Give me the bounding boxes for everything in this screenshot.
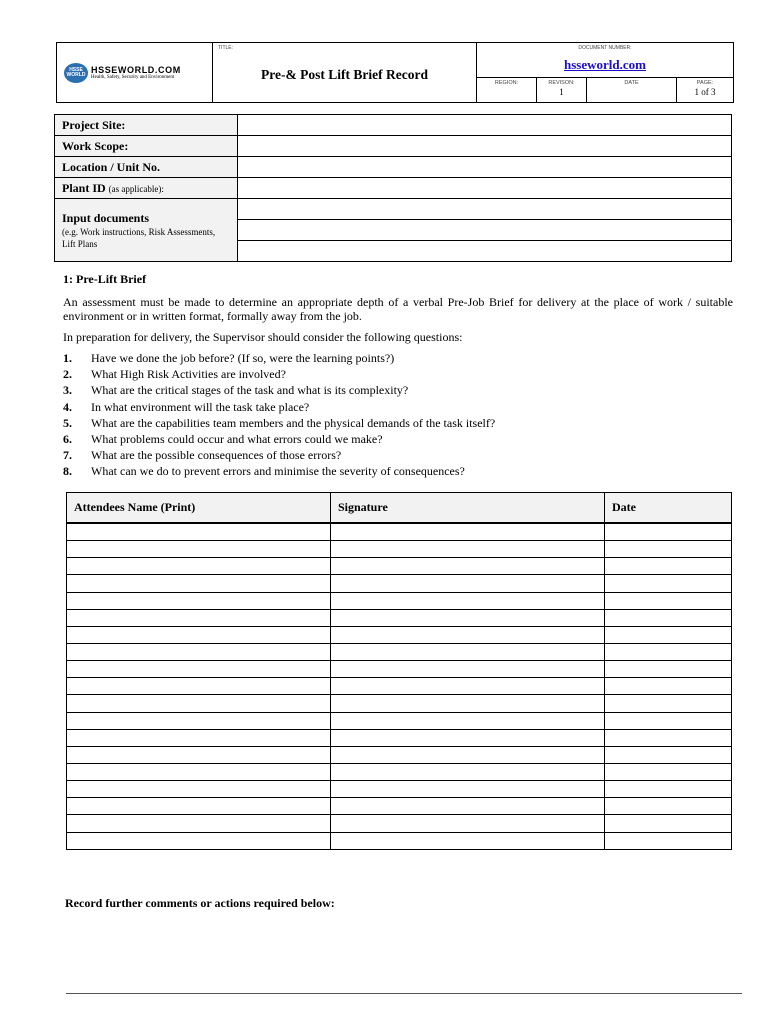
preparation-paragraph: In preparation for delivery, the Supervisor should consider the following questions: — [63, 330, 463, 344]
question-list — [63, 351, 733, 481]
attendee-name-cell[interactable] — [67, 729, 331, 746]
table-row — [67, 712, 732, 729]
table-row — [67, 763, 732, 780]
date-cell[interactable] — [605, 763, 732, 780]
attendee-name-cell[interactable] — [67, 712, 331, 729]
company-logo — [57, 43, 213, 102]
comments-label: Record further comments or actions required below: — [65, 896, 335, 910]
doc-number-link[interactable]: hsseworld.com — [564, 57, 646, 72]
date-cell[interactable] — [605, 592, 732, 609]
question-number: 1. — [63, 351, 72, 365]
signature-cell[interactable] — [331, 575, 605, 592]
date-cell[interactable] — [605, 575, 732, 592]
question-item — [63, 400, 733, 416]
plant-id-title: Plant ID — [62, 181, 106, 195]
table-row — [67, 592, 732, 609]
question-text: What are the critical stages of the task and what is its complexity? — [91, 383, 409, 398]
page-cell — [677, 78, 733, 103]
project-site-row — [55, 115, 731, 136]
attendee-name-cell[interactable] — [67, 592, 331, 609]
signature-cell[interactable] — [331, 746, 605, 763]
date-cell[interactable] — [605, 798, 732, 815]
attendee-name-cell[interactable] — [67, 746, 331, 763]
date-cell[interactable] — [605, 781, 732, 798]
table-row — [67, 815, 732, 832]
date-cell[interactable] — [605, 523, 732, 541]
table-row — [67, 781, 732, 798]
work-scope-field[interactable] — [238, 136, 731, 156]
question-item — [63, 383, 733, 399]
page-value: 1 of 3 — [694, 87, 716, 97]
date-cell[interactable] — [605, 558, 732, 575]
signature-cell[interactable] — [331, 712, 605, 729]
project-site-field[interactable] — [238, 115, 731, 135]
question-number: 3. — [63, 383, 72, 398]
table-row — [67, 661, 732, 678]
table-row — [67, 798, 732, 815]
question-item — [63, 367, 733, 383]
date-cell — [587, 78, 677, 103]
question-text: What problems could occur and what errors could we make? — [91, 431, 383, 446]
section-title: 1: Pre-Lift Brief — [63, 272, 147, 286]
input-documents-title: Input documents — [62, 211, 150, 225]
question-number: 8. — [63, 464, 72, 479]
table-row — [67, 729, 732, 746]
date-cell[interactable] — [605, 541, 732, 558]
logo-badge-icon: HSSE WORLD — [64, 63, 88, 83]
attendees-table — [66, 492, 732, 850]
intro-paragraph: An assessment must be made to determine an appropriate depth of a verbal Pre-Job Brief for delivery at the place of work / suitable environment or in written format, formally away from the job. — [63, 295, 733, 323]
date-cell[interactable] — [605, 695, 732, 712]
attendee-name-cell[interactable] — [67, 815, 331, 832]
date-cell[interactable] — [605, 609, 732, 626]
date-cell[interactable] — [605, 746, 732, 763]
revision-value: 1 — [559, 87, 564, 97]
question-number: 6. — [63, 431, 72, 446]
input-documents-field[interactable] — [238, 199, 731, 220]
location-field[interactable] — [238, 157, 731, 177]
col-signature: Signature — [331, 493, 605, 524]
signature-cell[interactable] — [331, 815, 605, 832]
attendee-name-cell[interactable] — [67, 541, 331, 558]
attendee-name-cell[interactable] — [67, 523, 331, 541]
signature-cell[interactable] — [331, 763, 605, 780]
table-row — [67, 575, 732, 592]
table-row — [67, 541, 732, 558]
meta-row — [477, 77, 733, 103]
signature-cell[interactable] — [331, 781, 605, 798]
signature-cell[interactable] — [331, 558, 605, 575]
question-text: In what environment will the task take place? — [91, 399, 310, 414]
question-item — [63, 416, 733, 432]
work-scope-label: Work Scope: — [55, 136, 238, 156]
document-header — [56, 42, 734, 103]
title-cell — [213, 43, 477, 102]
attendees-header-row — [67, 493, 732, 524]
logo-tagline: Health, Safety, Security and Environment — [91, 75, 175, 80]
table-row — [67, 832, 732, 849]
table-row — [67, 746, 732, 763]
input-documents-note: (e.g. Work instructions, Risk Assessments, Lift Plans — [62, 227, 216, 249]
question-item — [63, 448, 733, 464]
table-row — [67, 695, 732, 712]
question-number: 7. — [63, 448, 72, 463]
col-attendee-name: Attendees Name (Print) — [67, 493, 331, 524]
col-date: Date — [605, 493, 732, 524]
date-cell[interactable] — [605, 729, 732, 746]
plant-id-row — [55, 178, 731, 199]
input-documents-field[interactable] — [238, 241, 731, 261]
plant-id-field[interactable] — [238, 178, 731, 198]
question-number: 5. — [63, 415, 72, 430]
attendee-name-cell[interactable] — [67, 678, 331, 695]
project-info-table — [54, 114, 732, 262]
table-row — [67, 626, 732, 643]
attendee-name-cell[interactable] — [67, 695, 331, 712]
page-label: PAGE: — [696, 80, 714, 86]
date-cell[interactable] — [605, 815, 732, 832]
question-item — [63, 351, 733, 367]
input-documents-row — [55, 199, 731, 261]
attendee-name-cell[interactable] — [67, 626, 331, 643]
region-label: REGION: — [494, 80, 519, 86]
question-number: 2. — [63, 367, 72, 382]
attendee-name-cell[interactable] — [67, 763, 331, 780]
signature-cell[interactable] — [331, 678, 605, 695]
date-cell[interactable] — [605, 626, 732, 643]
attendee-name-cell[interactable] — [67, 661, 331, 678]
bottom-divider — [66, 993, 742, 994]
signature-cell[interactable] — [331, 541, 605, 558]
date-cell[interactable] — [605, 712, 732, 729]
date-cell[interactable] — [605, 832, 732, 849]
question-item — [63, 464, 733, 480]
signature-cell[interactable] — [331, 643, 605, 660]
question-item — [63, 432, 733, 448]
table-row — [67, 523, 732, 541]
question-text: Have we done the job before? (If so, were the learning points?) — [91, 351, 395, 365]
doc-number-label: DOCUMENT NUMBER: — [578, 45, 632, 51]
date-label: DATE — [624, 80, 639, 86]
date-cell[interactable] — [605, 643, 732, 660]
title-label: TITLE: — [218, 45, 234, 51]
attendee-name-cell[interactable] — [67, 832, 331, 849]
signature-cell[interactable] — [331, 832, 605, 849]
input-documents-field[interactable] — [238, 220, 731, 241]
document-title: Pre-& Post Lift Brief Record — [261, 67, 428, 82]
location-row — [55, 157, 731, 178]
logo-name: HSSEWORLD.COM — [91, 65, 181, 75]
table-row — [67, 678, 732, 695]
location-label: Location / Unit No. — [55, 157, 238, 177]
project-site-label: Project Site: — [55, 115, 238, 135]
input-documents-fields — [238, 199, 731, 261]
attendee-name-cell[interactable] — [67, 575, 331, 592]
revision-cell — [537, 78, 587, 103]
signature-cell[interactable] — [331, 798, 605, 815]
signature-cell[interactable] — [331, 523, 605, 541]
signature-cell[interactable] — [331, 626, 605, 643]
question-text: What High Risk Activities are involved? — [91, 367, 286, 382]
table-row — [67, 558, 732, 575]
signature-cell[interactable] — [331, 661, 605, 678]
plant-id-note: (as applicable): — [108, 184, 164, 194]
input-documents-label — [55, 199, 238, 261]
attendee-name-cell[interactable] — [67, 798, 331, 815]
doc-number-cell — [477, 43, 733, 102]
signature-cell[interactable] — [331, 609, 605, 626]
work-scope-row — [55, 136, 731, 157]
signature-cell[interactable] — [331, 729, 605, 746]
attendee-name-cell[interactable] — [67, 781, 331, 798]
table-row — [67, 609, 732, 626]
revision-label: REVISON: — [548, 80, 575, 86]
plant-id-label — [55, 178, 238, 198]
question-text: What are the capabilities team members and the physical demands of the task itself? — [91, 415, 496, 430]
question-text: What can we do to prevent errors and minimise the severity of consequences? — [91, 464, 465, 479]
date-cell[interactable] — [605, 678, 732, 695]
signature-cell[interactable] — [331, 695, 605, 712]
attendee-name-cell[interactable] — [67, 609, 331, 626]
date-cell[interactable] — [605, 661, 732, 678]
attendee-name-cell[interactable] — [67, 558, 331, 575]
question-text: What are the possible consequences of those errors? — [91, 448, 342, 463]
signature-cell[interactable] — [331, 592, 605, 609]
region-cell — [477, 78, 537, 103]
question-number: 4. — [63, 399, 72, 414]
table-row — [67, 643, 732, 660]
attendee-name-cell[interactable] — [67, 643, 331, 660]
